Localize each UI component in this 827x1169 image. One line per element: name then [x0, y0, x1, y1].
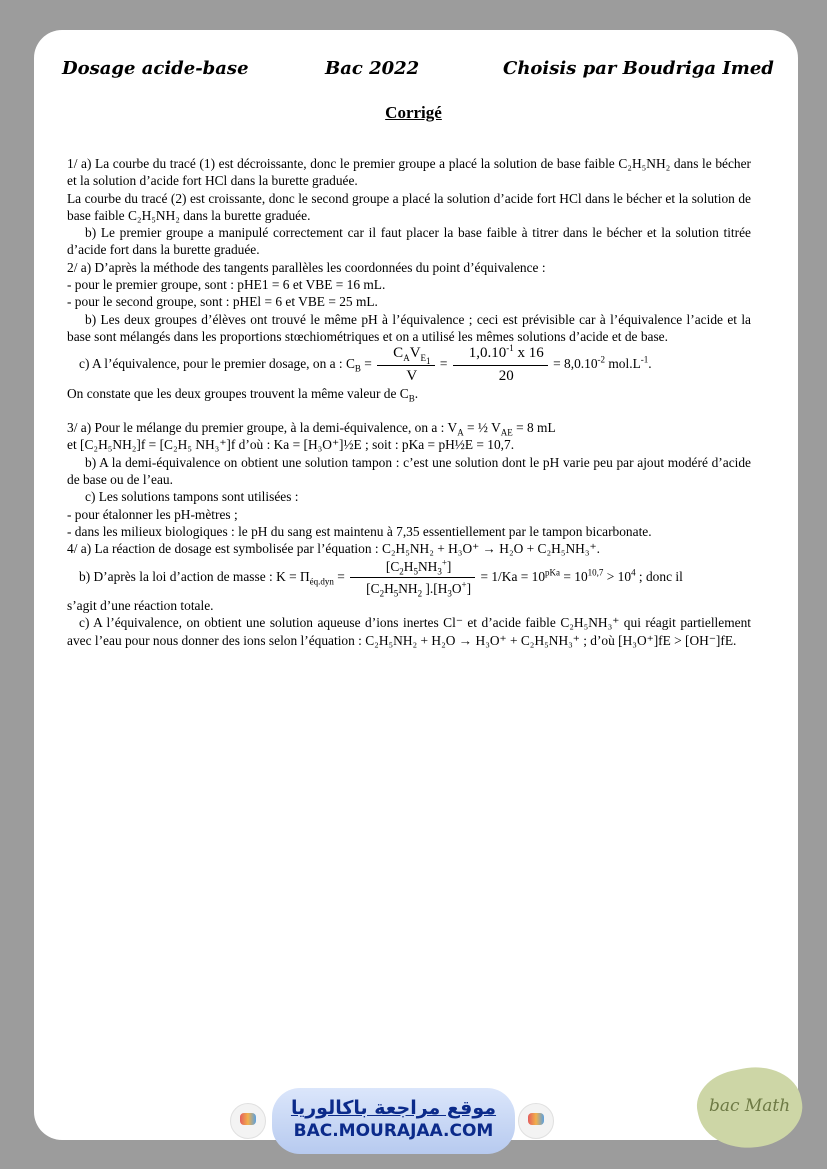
q3-c: c) Les solutions tampons sont utilisées :: [85, 489, 299, 505]
site-banner[interactable]: [272, 1088, 515, 1154]
q1-a-part2: La courbe du tracé (2) est croissante, donc le second groupe a placé la solution d’acide fort HCl dans le bécher et la solution de base faible C₂H₅NH₂ dans la burette graduée.: [67, 190, 751, 223]
q3-b: b) A la demi-équivalence on obtient une solution tampon : c’est une solution dont le pH varie peu par ajout modéré d’acide de base ou de l’eau.: [67, 454, 751, 488]
q3-a-line1: 3/ a) Pour le mélange du premier groupe, à la demi-équivalence, on a : $V_A$ = ½ $V_{AE} = 8$ mL: [67, 420, 556, 438]
banner-url[interactable]: BAC.MOURAJAA.COM: [293, 1121, 494, 1141]
q3-c-line1: - pour étalonner les pH-mètres ;: [67, 506, 238, 522]
left-logo-icon: [230, 1103, 266, 1139]
q4-b-equation: b) D’après la loi d’action de masse : $K = \Pi_{éq.dyn}$ = $\frac{[C_2H_5NH_3^+]}{[C_2H_5NH_2 ].[H_3O^+]}$ = $1/Ka = 10^{pKa} = 10^{10,7} > 10^4$ ; donc il: [79, 557, 683, 599]
bac-math-badge: bac Math: [691, 1058, 809, 1158]
q2-c-conclusion: On constate que les deux groupes trouvent la même valeur de $C_B$.: [67, 385, 419, 404]
q4-b-tail: ; donc il: [638, 568, 683, 584]
q4-a: 4/ a) La réaction de dosage est symbolisée par l’équation : C₂H₅NH₂ + H₃O⁺ → H₂O + C₂H₅NH₃⁺.: [67, 541, 600, 557]
fraction-numeric: $\frac{1,0.10^{-1} x 16}{20}$: [453, 345, 548, 385]
q1-a-part1: 1/ a) La courbe du tracé (1) est décroissante, donc le premier groupe a placé la solution de base faible C₂H₅NH₂ dans le bécher et la solution d’acide fort HCl dans la burette graduée.: [67, 156, 751, 189]
q2-a: 2/ a) D’après la méthode des tangents parallèles les coordonnées du point d’équivalence :: [67, 259, 546, 275]
header-exam: Bac 2022: [325, 58, 420, 79]
q4-b-result: = 1/Ka = 10: [480, 568, 546, 584]
header-topic: Dosage acide-base: [62, 58, 249, 79]
q3-c-line2: - dans les milieux biologiques : le pH du sang est maintenu à 7,35 essentiellement par le tampon bicarbonate.: [67, 523, 652, 539]
header-author: Choisis par Boudriga Imed: [503, 58, 774, 79]
banner-arabic: موقع مراجعة باكالوريا: [290, 1097, 497, 1119]
q2-c-unit: mol.L: [608, 356, 641, 372]
q1-b: b) Le premier groupe a manipulé correctement car il faut placer la base faible à titrer dans le bécher et la solution titrée d’acide fort dans la burette graduée.: [67, 225, 751, 258]
right-logo-icon: [518, 1103, 554, 1139]
q2-c-lead: c) A l’équivalence, pour le premier dosage, on a : C: [79, 356, 355, 372]
q2-a-line2: - pour le second groupe, sont : pHEl = 6 et VBE = 25 mL.: [67, 294, 378, 310]
fraction-cava-v: $\frac{C_AV_{E_1}}{V}$: [377, 345, 434, 385]
q2-c-result: = 8,0.10: [553, 356, 598, 372]
page-title: Corrigé: [385, 103, 442, 122]
q2-a-line1: - pour le premier groupe, sont : pHE1 = 6 et VBE = 16 mL.: [67, 277, 386, 293]
fraction-mass-action: $\frac{[C_2H_5NH_3^+]}{[C_2H_5NH_2 ].[H_3O^+]}$: [350, 558, 475, 598]
q4-b-cont: s’agit d’une réaction totale.: [67, 598, 214, 614]
answer-body: [67, 155, 751, 649]
q3-a-line2: et [C₂H₅NH₂]f = [C₂H₅ NH₃⁺]f d’où : Ka = [H₃O⁺]½E ; soit : pKa = pH½E = 10,7.: [67, 437, 515, 453]
q4-c: c) A l’équivalence, on obtient une solution aqueuse d’ions inertes Cl⁻ et d’acide faible C₂H₅NH₃⁺ qui réagit partiellement avec l’eau pour nous donner des ions selon l’équation : C₂H₅NH₂ + H₂O → H₃O⁺ + C₂H₅NH₃⁺ ; d’où [H₃O⁺]fE > [OH⁻]fE.: [67, 615, 751, 648]
q2-c-equation: c) A l’équivalence, pour le premier dosage, on a : $C_B$ = $\frac{C_AV_{E_1}}{V}$ = $\frac{1,0.10^{-1} x 16}{20}$ = $8,0.10^{-2}$ $mol.L^{-1}$.: [79, 343, 652, 384]
q2-b: b) Les deux groupes d’élèves ont trouvé le même pH à l’équivalence ; ceci est prévisible car à l’équivalence l’acide et la base sont mélangés dans les proportions stœchiométriques et on a utilisé les mêmes solutions d’acide et de base.: [67, 311, 751, 344]
